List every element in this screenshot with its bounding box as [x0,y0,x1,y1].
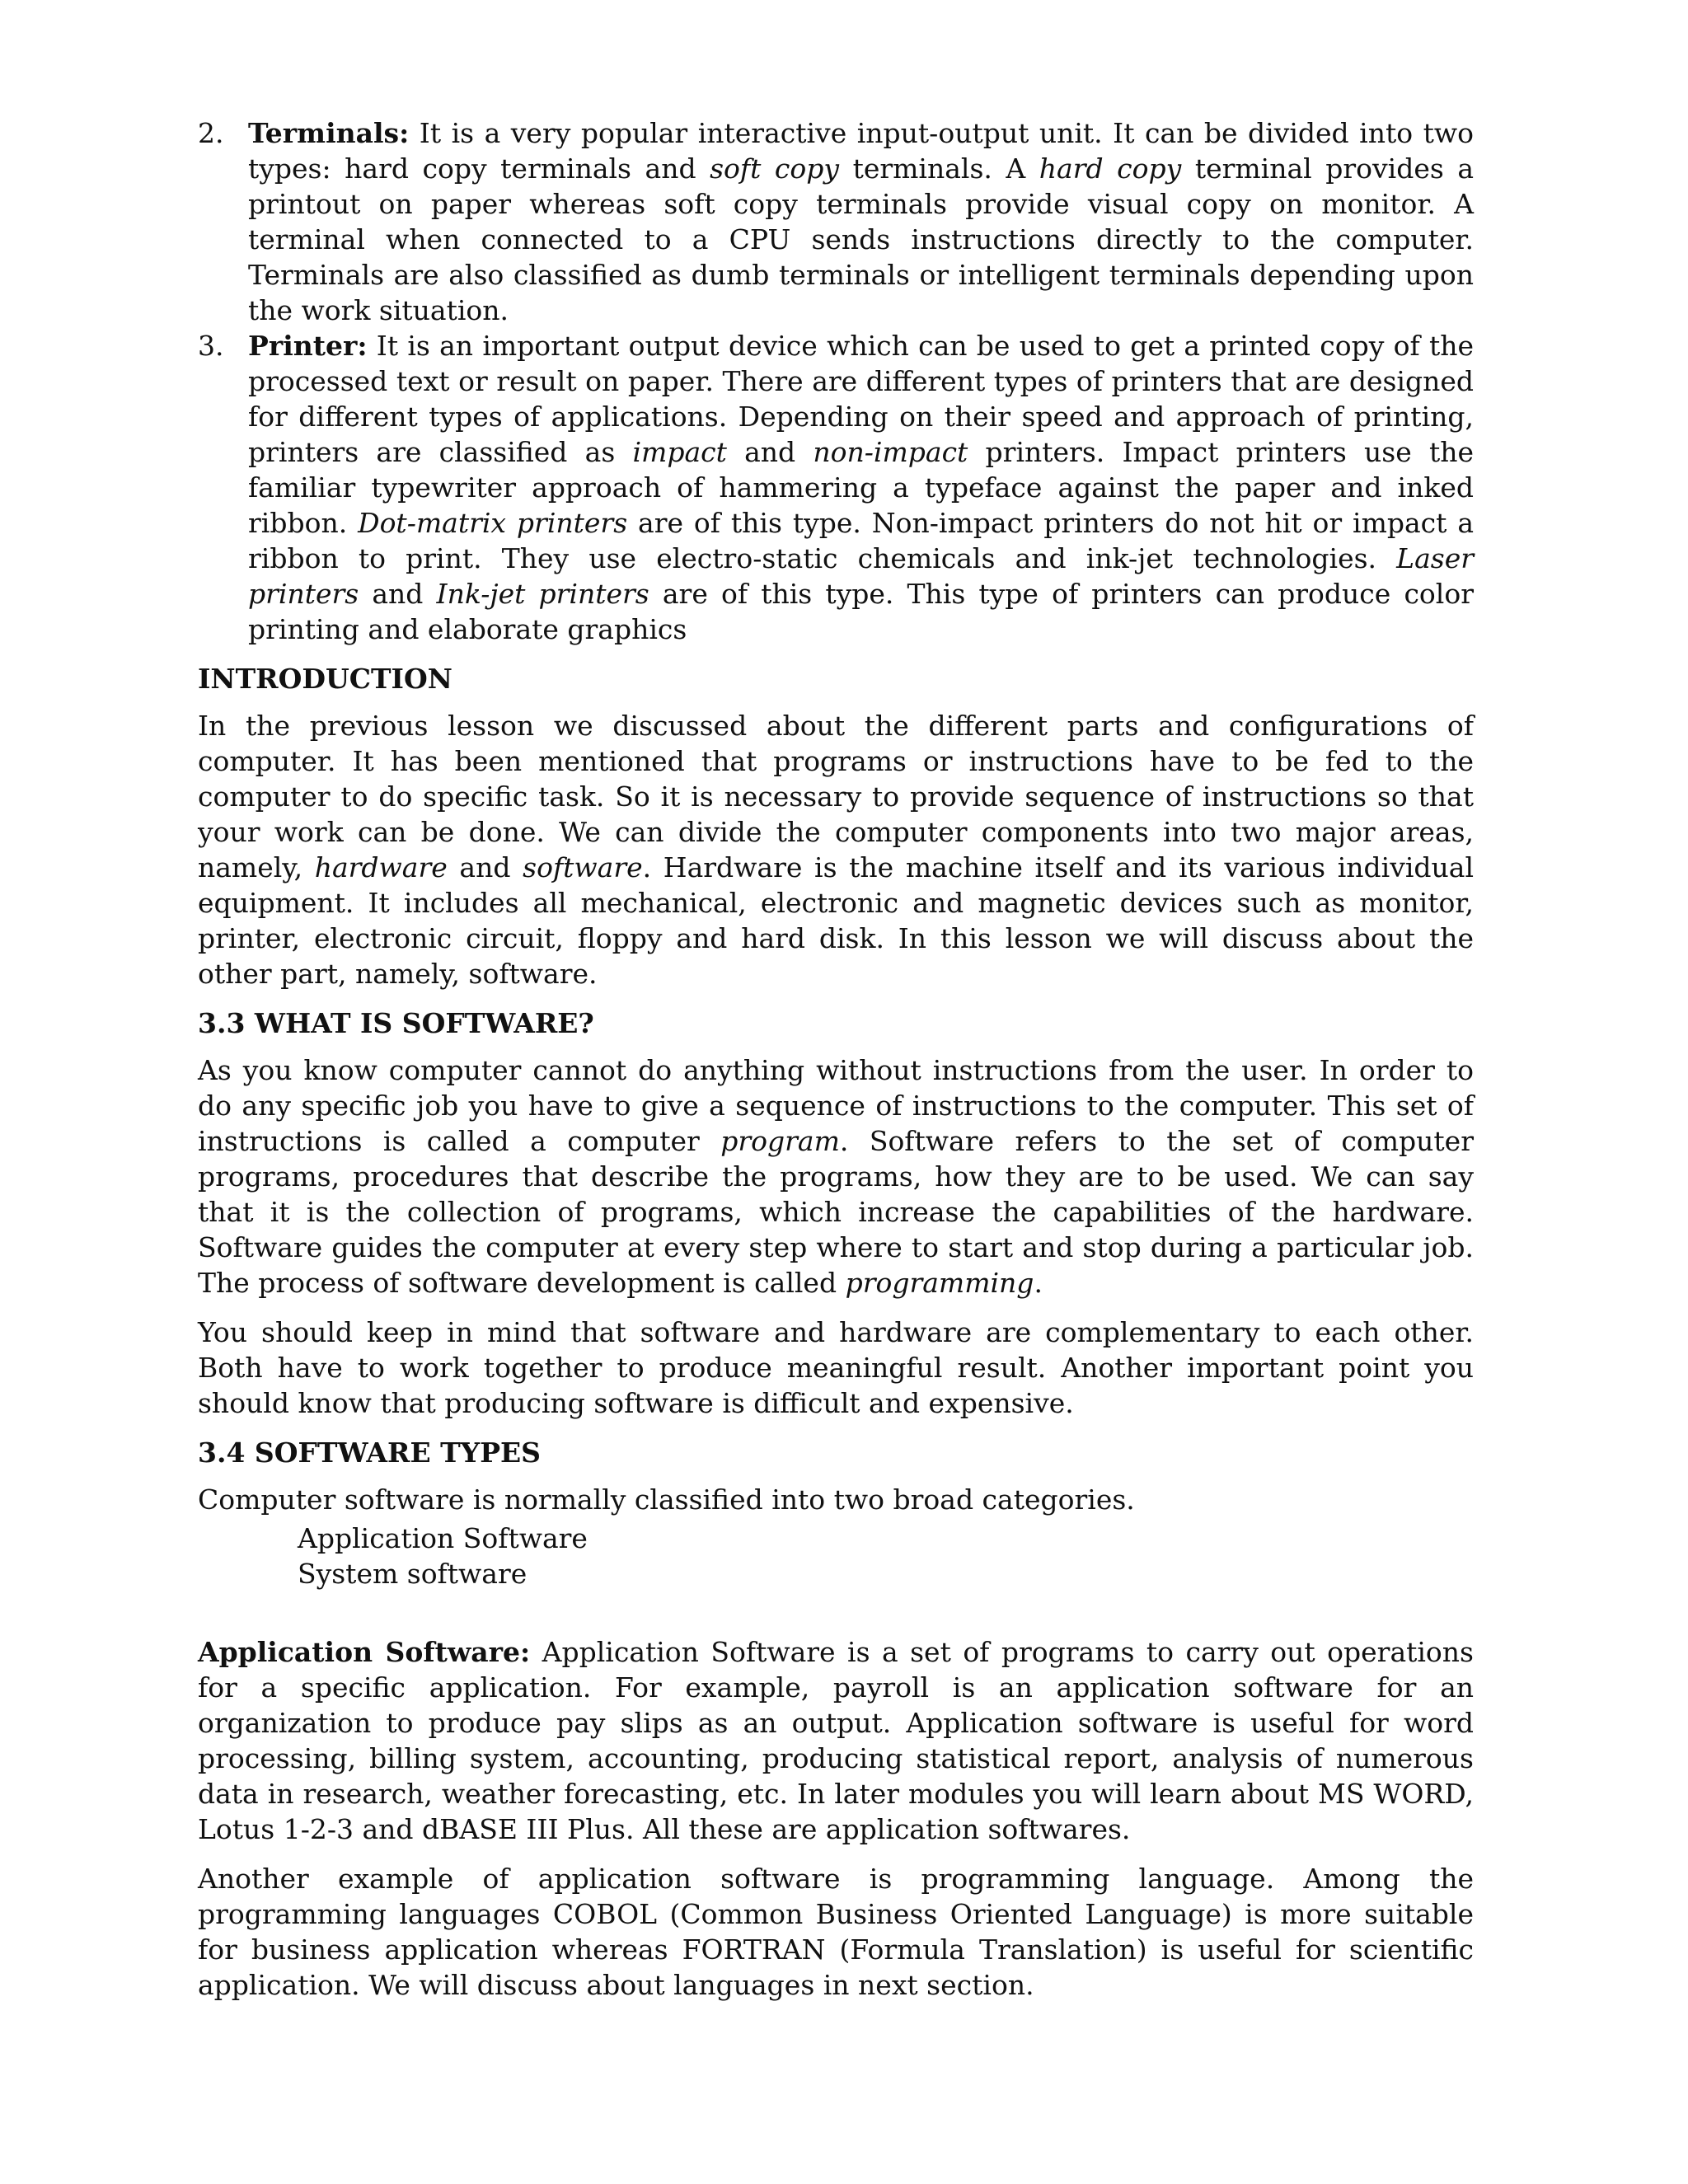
term-application-software: Application Software: [198,1636,531,1668]
term-printer: Printer: [248,330,368,362]
what-is-software-paragraph-1: As you know computer cannot do anything without instructions from the user. In order to do any specific job you have to give a sequence of instructions to the computer. This set of instructions is called a computer program. Software refers to the set of computer programs, procedures that describe the programs, how they are to be used. We can say that it is the collection of programs, which increase the capabilities of the hardware. Software guides the computer at every step where to start and stop during a particular job. The process of software development is called programming. [198,1054,1474,1299]
document-page [198,115,1474,2017]
application-software-paragraph-1: Application Software: Application Software is a set of programs to carry out operations for a specific application. For example, payroll is an application software for an organization to produce pay slips as an output. Application software is useful for word processing, billing system, accounting, producing statistical report, analysis of numerous data in research, weather forecasting, etc. In later modules you will learn about MS WORD, Lotus 1-2-3 and dBASE III Plus. All these are application softwares. [198,1636,1474,1845]
section-heading-what-is-software: 3.3 WHAT IS SOFTWARE? [198,1007,594,1039]
application-software-paragraph-2: Another example of application software is programming language. Among the programming languages COBOL (Common Business Oriented Language) is more suitable for business application whereas FORTRAN (Formula Translation) is useful for scientific application. We will discuss about languages in next section. [198,1863,1474,2001]
category-item: System software [298,1558,528,1590]
list-number: 3. [198,330,224,362]
introduction-paragraph: In the previous lesson we discussed about the different parts and configurations of computer. It has been mentioned that programs or instructions have to be fed to the computer to do specific task. So it is necessary to provide sequence of instructions so that your work can be done. We can divide the computer components into two major areas, namely, hardware and software. Hardware is the machine itself and its various individual equipment. It includes all mechanical, electronic and magnetic devices such as monitor, printer, electronic circuit, floppy and hard disk. In this lesson we will discuss about the other part, namely, software. [198,710,1474,990]
category-item: Application Software [298,1522,588,1554]
software-types-intro: Computer software is normally classified into two broad categories. [198,1483,1135,1516]
software-categories-list [298,1521,1474,1591]
list-item-printer: 3. Printer: It is an important output device which can be used to get a printed copy of the processed text or result on paper. There are different types of printers that are designed for different types of applications. Depending on their speed and approach of printing, printers are classified as impact and non-impact printers. Impact printers use the familiar typewriter approach of hammering a typeface against the paper and inked ribbon. Dot-matrix printers are of this type. Non-impact printers do not hit or impact a ribbon to print. They use electro-static chemicals and ink-jet technologies. Laser printers and Ink-jet printers are of this type. This type of printers can produce color printing and elaborate graphics [198,330,1475,645]
what-is-software-paragraph-2: You should keep in mind that software and hardware are complementary to each other. Both have to work together to produce meaningful result. Another important point you should know that producing software is difficult and expensive. [198,1316,1474,1419]
list-item-terminals: 2. Terminals: It is a very popular interactive input-output unit. It can be divided into two types: hard copy terminals and soft copy terminals. A hard copy terminal provides a printout on paper whereas soft copy terminals provide visual copy on monitor. A terminal when connected to a CPU sends instructions directly to the computer. Terminals are also classified as dumb terminals or intelligent terminals depending upon the work situation. [198,117,1475,326]
term-terminals: Terminals: [248,117,410,149]
section-heading-introduction: INTRODUCTION [198,663,452,695]
list-number: 2. [198,117,224,149]
section-heading-software-types: 3.4 SOFTWARE TYPES [198,1436,541,1469]
